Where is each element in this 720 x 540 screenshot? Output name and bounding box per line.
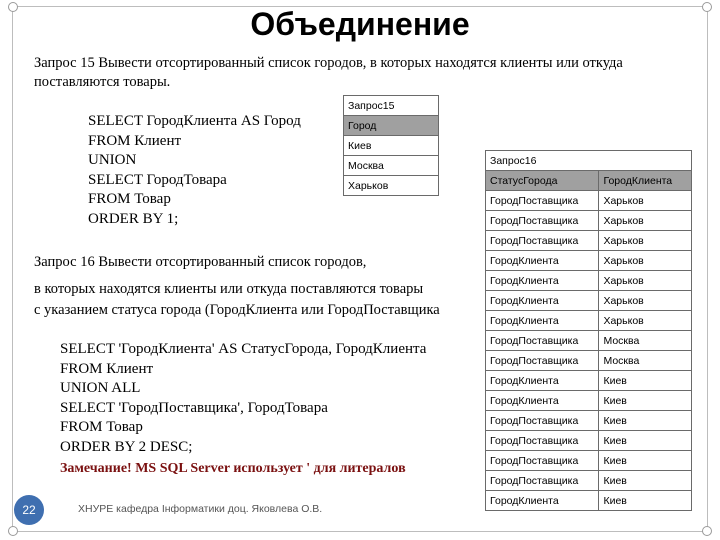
table-cell: Харьков [344,176,439,196]
city-cell: Киев [599,371,692,391]
table-cell: Москва [344,156,439,176]
query-15-line: SELECT ГородТовара [88,171,227,188]
frame-corner-bottom-right [702,526,712,536]
city-cell: Москва [599,351,692,371]
table-row [344,136,439,156]
result-15-header: Город [344,116,439,136]
city-cell: Харьков [599,211,692,231]
city-cell: Харьков [599,251,692,271]
city-cell: Киев [599,391,692,411]
city-cell: Киев [599,451,692,471]
city-cell: Харьков [599,271,692,291]
query-15-line: SELECT ГородКлиента AS Город [88,113,301,129]
status-cell: ГородПоставщика [486,211,599,231]
query-15-line: ORDER BY 1; [88,210,179,227]
query-16-line: SELECT 'ГородКлиента' AS СтатусГорода, ГородКлиента [60,341,427,357]
table-row [486,431,692,451]
table-row [486,211,692,231]
city-cell: Киев [599,411,692,431]
table-cell: Киев [344,136,439,156]
table-row [486,351,692,371]
city-cell: Харьков [599,231,692,251]
table-row [486,471,692,491]
query-16-code [60,340,426,457]
status-cell: ГородКлиента [486,271,599,291]
result-16-header-status: СтатусГорода [486,171,599,191]
status-cell: ГородПоставщика [486,331,599,351]
table-row [486,271,692,291]
status-cell: ГородПоставщика [486,231,599,251]
query-16-line: FROM Товар [60,419,143,435]
city-cell: Киев [599,491,692,511]
city-cell: Харьков [599,291,692,311]
result-15-caption: Запрос15 [344,96,439,116]
status-cell: ГородПоставщика [486,431,599,451]
query-16-line: UNION ALL [60,380,141,396]
table-row [486,391,692,411]
query-16-line: FROM Клиент [60,360,154,377]
table-row [486,231,692,251]
slide-title: Объединение [250,6,470,42]
frame-corner-bottom-left [8,526,18,536]
query-15-code [88,112,301,229]
status-cell: ГородКлиента [486,311,599,331]
table-row [486,251,692,271]
status-cell: ГородПоставщика [486,351,599,371]
status-cell: ГородКлиента [486,491,599,511]
page-number-badge: 22 [14,495,44,525]
city-cell: Москва [599,331,692,351]
task-16-line-1: Запрос 16 Вывести отсортированный список городов, [34,254,367,270]
city-cell: Киев [599,431,692,451]
task-16-line-3: с указанием статуса города (ГородКлиента или ГородПоставщика [34,302,440,318]
result-16-caption: Запрос16 [486,151,692,171]
query-15-line: UNION [88,152,137,168]
status-cell: ГородКлиента [486,291,599,311]
table-row [486,291,692,311]
task-15-text: Запрос 15 Вывести отсортированный список городов, в которых находятся клиенты или откуда поставляются товары. [34,55,623,90]
table-row [486,191,692,211]
sql-server-note: Замечание! MS SQL Server использует ' для литералов [60,461,406,476]
city-cell: Харьков [599,311,692,331]
result-16-table [485,150,692,511]
task-16-line-2: в которых находятся клиенты или откуда поставляются товары [34,281,424,297]
status-cell: ГородПоставщика [486,191,599,211]
status-cell: ГородКлиента [486,251,599,271]
table-row [486,311,692,331]
table-row [344,176,439,196]
query-15-line: FROM Клиент [88,132,182,149]
result-16-header-city: ГородКлиента [599,171,692,191]
status-cell: ГородПоставщика [486,471,599,491]
query-16-line: ORDER BY 2 DESC; [60,438,193,455]
table-row [486,371,692,391]
table-row [486,411,692,431]
city-cell: Киев [599,471,692,491]
footer-text: ХНУРЕ кафедра Інформатики доц. Яковлева О.В. [78,503,323,515]
status-cell: ГородПоставщика [486,411,599,431]
query-15-line: FROM Товар [88,191,171,207]
query-16-line: SELECT 'ГородПоставщика', ГородТовара [60,399,328,416]
city-cell: Харьков [599,191,692,211]
status-cell: ГородКлиента [486,391,599,411]
status-cell: ГородПоставщика [486,451,599,471]
table-row [486,331,692,351]
table-row [486,451,692,471]
table-row [344,156,439,176]
table-row [486,491,692,511]
result-15-table [343,95,439,196]
status-cell: ГородКлиента [486,371,599,391]
